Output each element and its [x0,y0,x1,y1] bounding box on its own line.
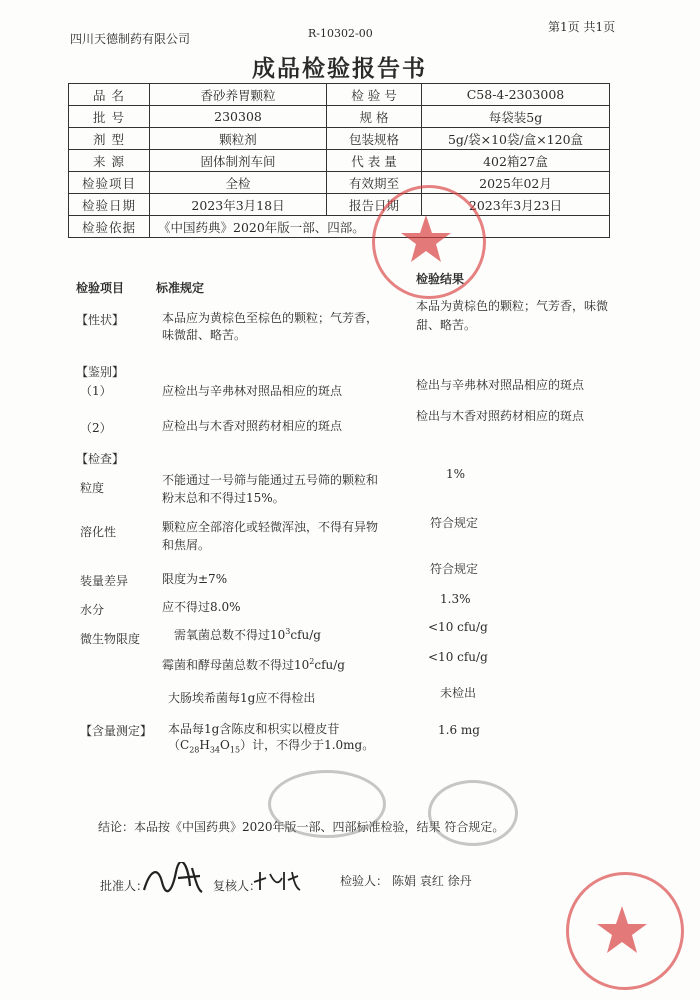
batch-value: 230308 [150,106,327,128]
inspect-no-label: 检 验 号 [327,84,422,106]
seal-star-icon [372,185,480,293]
table-row [69,172,610,194]
micro-label: 微生物限度 [80,632,141,646]
expiry-value: 2025年02月 [422,172,610,194]
reviewer-label: 复核人： [213,879,262,893]
solubility-std-line2: 和焦屑。 [162,538,211,552]
table-row [69,216,610,238]
moisture-result: 1.3% [440,592,471,606]
section-check: 【检查】 [76,452,125,466]
table-row [69,128,610,150]
weight-standard: 限度为±7% [162,572,228,586]
product-label: 品 名 [69,84,150,106]
character-std-line2: 味微甜、略苦。 [162,328,247,342]
product-value: 香砂养胃颗粒 [150,84,327,106]
pack-value: 5g/袋×10袋/盒×120盒 [422,128,610,150]
id2-number: （2） [80,421,112,435]
content-formula-b: H [199,738,210,752]
spec-label: 规 格 [327,106,422,128]
rep-value: 402箱27盒 [422,150,610,172]
expiry-label: 有效期至 [327,172,422,194]
reviewer-signature [252,868,302,894]
inspector-label: 检验人： [340,874,389,888]
report-date-label: 报告日期 [327,194,422,216]
content-sub3: 15 [229,745,241,755]
date-value: 2023年3月18日 [150,194,327,216]
source-label: 来 源 [69,150,150,172]
form-value: 颗粒剂 [150,128,327,150]
micro3-result: 未检出 [440,686,477,700]
moisture-label: 水分 [80,603,105,617]
spec-value: 每袋装5g [422,106,610,128]
content-std-line2 [168,736,374,754]
company-seal-top [372,185,486,299]
basis-label: 检验依据 [69,216,150,238]
batch-label: 批 号 [69,106,150,128]
seal-star-icon [566,872,678,984]
conclusion: 结论：本品按《中国药典》2020年版一部、四部标准检验，结果 符合规定。 [98,820,505,834]
table-row [69,194,610,216]
content-sub2: 34 [209,745,221,755]
content-sub1: 28 [189,745,200,755]
content-formula-a: （C [168,738,190,752]
micro2-standard [162,656,345,673]
col-item: 检验项目 [76,281,125,295]
granularity-label: 粒度 [80,481,105,495]
inspect-no-value: C58-4-2303008 [422,84,610,106]
company-name: 四川天德制药有限公司 [70,32,191,46]
grey-seal-left [268,770,386,838]
item-value: 全检 [150,172,327,194]
micro1-exponent: 3 [285,627,291,636]
approver-label: 批准人： [100,879,149,893]
solubility-result: 符合规定 [430,516,479,530]
micro1-result: <10 cfu/g [428,620,488,634]
item-label: 检验项目 [69,172,150,194]
character-std-line1: 本品应为黄棕色至棕色的颗粒；气芳香， [162,311,379,325]
granularity-result: 1% [446,467,466,481]
section-identification: 【鉴别】 [76,365,125,379]
date-label: 检验日期 [69,194,150,216]
rep-label: 代 表 量 [327,150,422,172]
granularity-std-line1: 不能通过一号筛与能通过五号筛的颗粒和 [162,473,379,487]
solubility-label: 溶化性 [80,525,117,539]
section-character: 【性状】 [76,313,125,327]
micro1-unit: cfu/g [290,628,321,642]
table-row [69,150,610,172]
page-indicator: 第1页 共1页 [548,20,616,34]
micro2-std-text: 霉菌和酵母菌总数不得过10 [162,658,310,672]
company-seal-bottom [566,872,684,990]
inspector-names: 陈娟 袁红 徐丹 [392,874,472,888]
report-title: 成品检验报告书 [252,55,427,82]
character-res-line1: 本品为黄棕色的颗粒；气芳香，味微 [416,299,609,313]
micro2-unit: cfu/g [314,658,345,672]
id1-number: （1） [80,384,112,398]
content-formula-c: O [220,738,230,752]
moisture-standard: 应不得过8.0% [162,600,241,614]
id2-standard: 应检出与木香对照药材相应的斑点 [162,419,343,433]
character-res-line2: 甜、略苦。 [416,318,477,332]
content-formula-d: ）计，不得少于1.0mg。 [240,738,375,752]
content-std-line1: 本品每1g含陈皮和枳实以橙皮苷 [168,722,340,736]
pack-label: 包装规格 [327,128,422,150]
granularity-std-line2: 粉末总和不得过15%。 [162,491,285,505]
form-label: 剂 型 [69,128,150,150]
table-row [69,106,610,128]
solubility-std-line1: 颗粒应全部溶化或轻微浑浊，不得有异物 [162,520,379,534]
weight-label: 装量差异 [80,574,129,588]
id1-result: 检出与辛弗林对照品相应的斑点 [416,378,585,392]
grey-seal-right [428,780,518,846]
content-result: 1.6 mg [438,723,480,737]
info-table [68,83,610,238]
col-result: 检验结果 [416,272,465,286]
weight-result: 符合规定 [430,562,479,576]
col-standard: 标准规定 [156,281,205,295]
micro1-std-text: 需氧菌总数不得过10 [174,628,286,642]
micro1-standard [174,626,321,643]
micro2-exponent: 2 [309,657,315,666]
source-value: 固体制剂车间 [150,150,327,172]
table-row [69,84,610,106]
report-date-value: 2023年3月23日 [422,194,610,216]
basis-value: 《中国药典》2020年版一部、四部。 [150,216,610,238]
document-number: R-10302-00 [308,27,373,40]
id2-result: 检出与木香对照药材相应的斑点 [416,409,585,423]
micro3-standard: 大肠埃希菌每1g应不得检出 [168,691,316,705]
section-content: 【含量测定】 [80,724,153,738]
id1-standard: 应检出与辛弗林对照品相应的斑点 [162,384,343,398]
micro2-result: <10 cfu/g [428,650,488,664]
approver-signature [140,862,206,898]
